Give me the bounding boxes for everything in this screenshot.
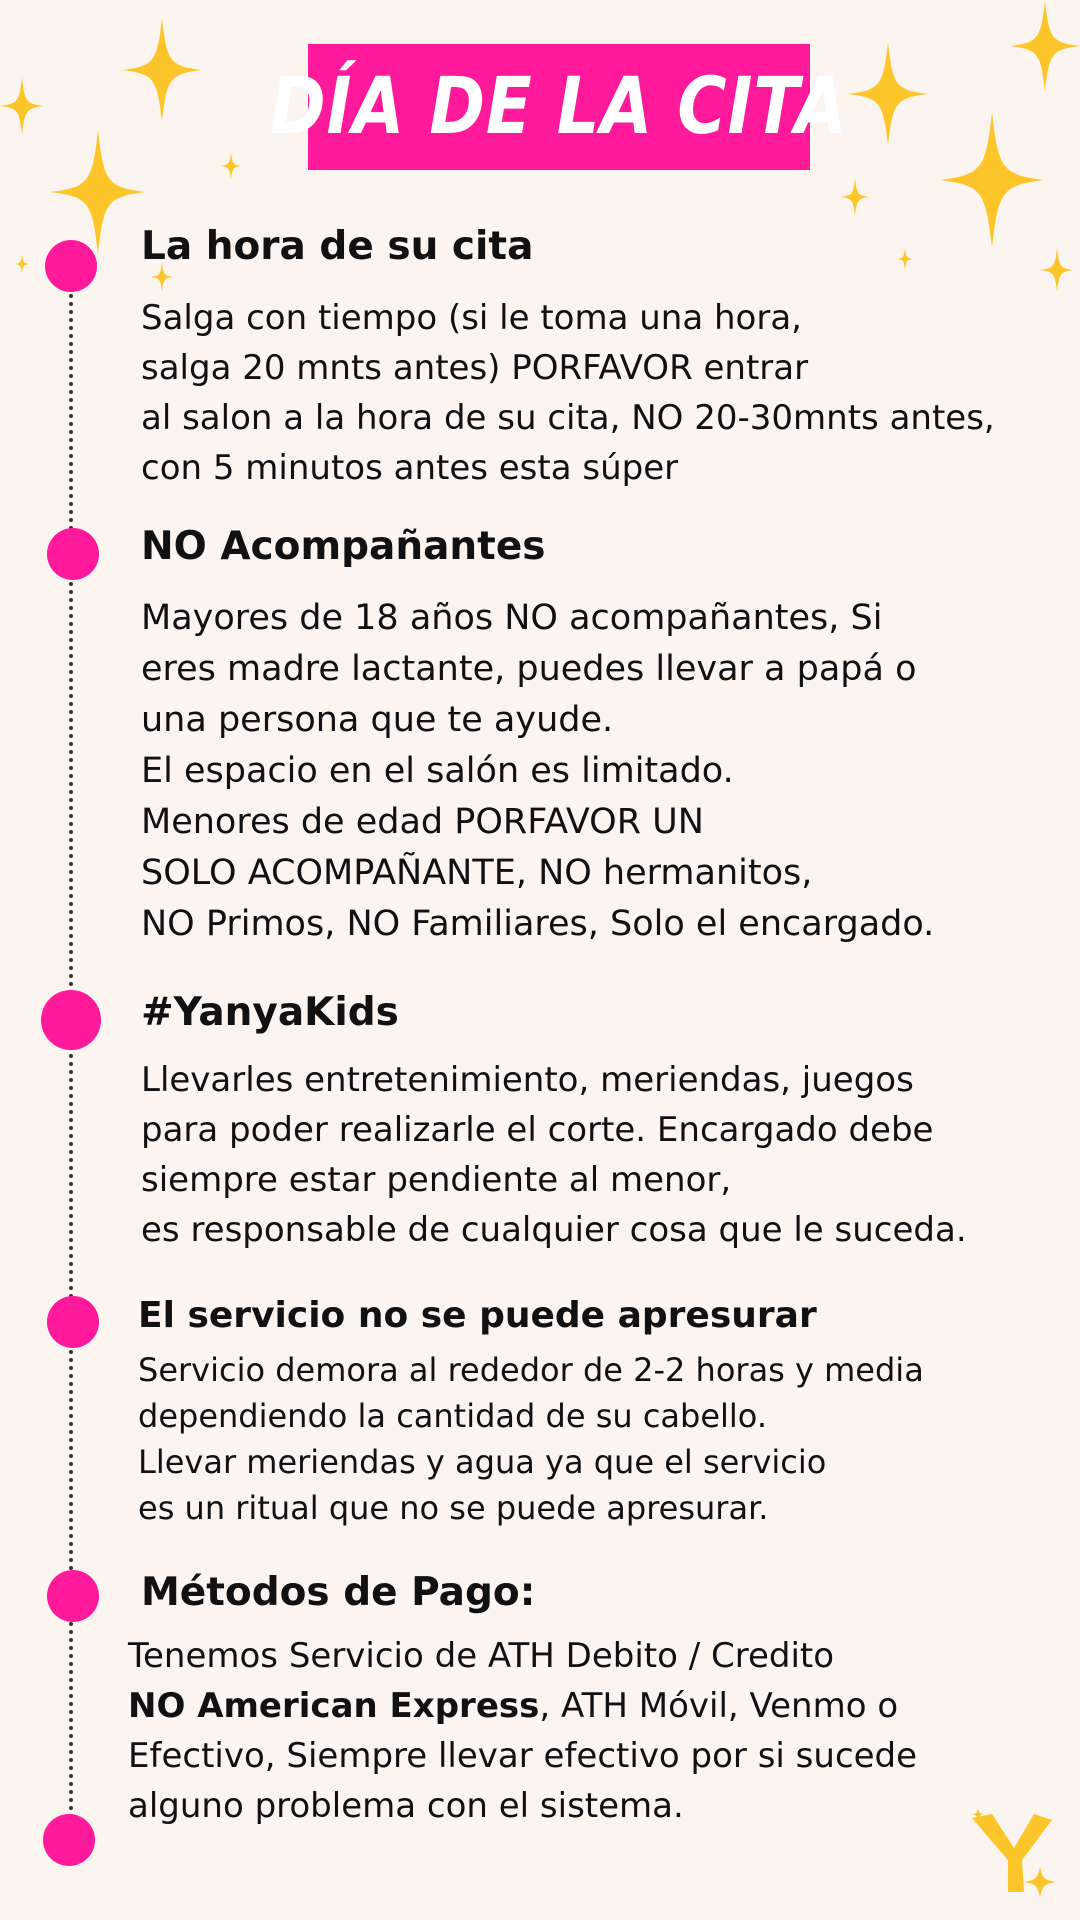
timeline-dot: [47, 1570, 99, 1622]
section-payment-methods: [128, 1570, 1048, 1831]
section-body: Efectivo, Siempre llevar efectivo por si sucede alguno problema con el sistema.: [128, 1735, 918, 1826]
section-heading: La hora de su cita: [141, 224, 534, 269]
timeline-dot: [47, 1296, 99, 1348]
section-no-companions: [141, 524, 1061, 950]
section-service-duration: [138, 1294, 1058, 1531]
section-heading: Métodos de Pago:: [141, 1570, 536, 1615]
payment-options-text: , ATH Móvil, Venmo o: [539, 1685, 899, 1726]
section-yanyakids: [141, 990, 1061, 1255]
sparkle-star-icon: [50, 130, 146, 254]
section-heading: El servicio no se puede apresurar: [138, 1295, 817, 1336]
y-logo-icon: [968, 1808, 1060, 1904]
sparkle-star-icon: [1010, 0, 1080, 92]
sparkle-star-icon: [14, 254, 30, 274]
timeline-dot: [47, 528, 99, 580]
section-heading: NO Acompañantes: [141, 524, 546, 569]
timeline-dot: [43, 1814, 95, 1866]
sparkle-star-icon: [840, 178, 870, 216]
section-body: Mayores de 18 años NO acompañantes, Si eres madre lactante, puedes llevar a papá o una persona que te ayude. El espacio en el salón es limitado. Menores de edad PORFAVOR UN SOLO ACOMPAÑANTE, NO hermanitos, NO Primos, NO Familiares, Solo el encargado.: [141, 597, 935, 944]
sparkle-star-icon: [846, 42, 930, 146]
section-body-line: [128, 1681, 1048, 1731]
section-body: Salga con tiempo (si le toma una hora, salga 20 mnts antes) PORFAVOR entrar al salon a la hora de su cita, NO 20-30mnts antes, con 5 minutos antes esta súper: [141, 297, 995, 488]
timeline-dot: [45, 240, 97, 292]
sparkle-star-icon: [0, 68, 44, 144]
section-body: Llevarles entretenimiento, meriendas, juegos para poder realizarle el corte. Encargado debe siempre estar pendiente al menor, es responsable de cualquier cosa que le suceda.: [141, 1059, 967, 1250]
sparkle-star-icon: [122, 18, 202, 122]
section-body: Servicio demora al rededor de 2-2 horas y media dependiendo la cantidad de su cabello. Llevar meriendas y agua ya que el servicio es un ritual que no se puede apresurar.: [138, 1351, 924, 1528]
section-appointment-time: [141, 224, 1061, 493]
title-banner: [270, 44, 848, 170]
page-title: DÍA DE LA CITA: [270, 62, 848, 152]
section-heading: #YanyaKids: [141, 990, 399, 1035]
sparkle-star-icon: [220, 152, 242, 180]
no-amex-text: NO American Express: [128, 1685, 540, 1726]
section-body-line: Tenemos Servicio de ATH Debito / Credito: [128, 1635, 835, 1676]
timeline-dot: [41, 990, 101, 1050]
